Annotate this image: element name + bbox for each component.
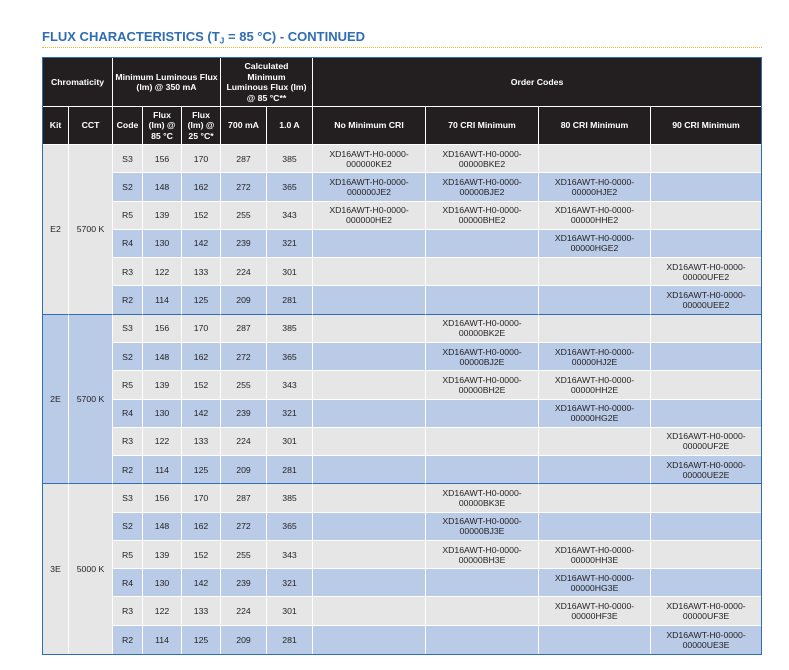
flux-1a-cell: 385 xyxy=(267,484,313,512)
header-chromaticity: Chromaticity xyxy=(43,58,113,107)
dotted-divider xyxy=(42,47,762,48)
flux-25c-cell: 142 xyxy=(182,230,221,258)
order-code-70-cri-cell xyxy=(426,230,539,258)
flux-25c-cell: 170 xyxy=(182,484,221,512)
order-code-90-cri-cell: XD16AWT-H0-0000- 00000UF3E xyxy=(651,597,761,625)
order-code-90-cri-cell xyxy=(651,202,761,230)
order-code-70-cri-cell: XD16AWT-H0-0000- 00000BJE2 xyxy=(426,173,539,201)
order-code-no-min-cri-cell xyxy=(313,513,426,541)
bin-code-cell: R2 xyxy=(113,456,143,484)
order-code-no-min-cri-cell xyxy=(313,626,426,654)
order-code-70-cri-cell: XD16AWT-H0-0000- 00000BJ3E xyxy=(426,513,539,541)
order-code-80-cri-cell: XD16AWT-H0-0000- 00000HJ2E xyxy=(539,343,651,371)
order-code-80-cri-cell xyxy=(539,484,651,512)
kit-cell: 3E xyxy=(43,484,69,654)
order-code-70-cri-cell: XD16AWT-H0-0000- 00000BH2E xyxy=(426,371,539,399)
order-code-70-cri-cell: XD16AWT-H0-0000- 00000BKE2 xyxy=(426,145,539,173)
header-calculated-flux: Calculated Minimum Luminous Flux (lm) @ 85 °C** xyxy=(221,58,313,107)
order-code-80-cri-cell: XD16AWT-H0-0000- 00000HG2E xyxy=(539,400,651,428)
flux-700ma-cell: 255 xyxy=(221,202,267,230)
flux-700ma-cell: 239 xyxy=(221,569,267,597)
order-code-no-min-cri-cell xyxy=(313,400,426,428)
order-code-90-cri-cell: XD16AWT-H0-0000- 00000UFE2 xyxy=(651,258,761,286)
flux-25c-cell: 142 xyxy=(182,569,221,597)
cct-cell: 5700 K xyxy=(69,145,113,315)
bin-code-cell: R5 xyxy=(113,202,143,230)
order-code-80-cri-cell xyxy=(539,315,651,343)
flux-1a-cell: 321 xyxy=(267,569,313,597)
flux-1a-cell: 365 xyxy=(267,173,313,201)
col-header-kit: Kit xyxy=(43,107,69,145)
order-code-70-cri-cell: XD16AWT-H0-0000- 00000BHE2 xyxy=(426,202,539,230)
order-code-no-min-cri-cell xyxy=(313,258,426,286)
order-code-70-cri-cell: XD16AWT-H0-0000- 00000BH3E xyxy=(426,541,539,569)
bin-code-cell: R3 xyxy=(113,428,143,456)
flux-700ma-cell: 209 xyxy=(221,286,267,314)
col-header-code: Code xyxy=(113,107,143,145)
col-header-flux-25c: Flux (lm) @ 25 °C* xyxy=(182,107,221,145)
bin-code-cell: S3 xyxy=(113,145,143,173)
flux-1a-cell: 281 xyxy=(267,626,313,654)
order-code-80-cri-cell: XD16AWT-H0-0000- 00000HH2E xyxy=(539,371,651,399)
order-code-80-cri-cell: XD16AWT-H0-0000- 00000HF3E xyxy=(539,597,651,625)
section-title-text: FLUX CHARACTERISTICS (T xyxy=(42,29,220,44)
flux-25c-cell: 152 xyxy=(182,371,221,399)
order-code-80-cri-cell: XD16AWT-H0-0000- 00000HHE2 xyxy=(539,202,651,230)
order-code-no-min-cri-cell xyxy=(313,484,426,512)
order-code-no-min-cri-cell xyxy=(313,343,426,371)
order-code-90-cri-cell xyxy=(651,343,761,371)
col-header-80-cri: 80 CRI Minimum xyxy=(539,107,651,145)
order-code-no-min-cri-cell xyxy=(313,428,426,456)
flux-25c-cell: 170 xyxy=(182,145,221,173)
flux-85c-cell: 148 xyxy=(143,173,182,201)
order-code-70-cri-cell xyxy=(426,286,539,314)
flux-1a-cell: 281 xyxy=(267,286,313,314)
flux-1a-cell: 365 xyxy=(267,343,313,371)
col-header-no-min-cri: No Minimum CRI xyxy=(313,107,426,145)
bin-code-cell: R3 xyxy=(113,597,143,625)
bin-code-cell: R4 xyxy=(113,230,143,258)
flux-1a-cell: 365 xyxy=(267,513,313,541)
bin-code-cell: S3 xyxy=(113,484,143,512)
order-code-70-cri-cell xyxy=(426,400,539,428)
flux-85c-cell: 139 xyxy=(143,202,182,230)
order-code-90-cri-cell xyxy=(651,230,761,258)
bin-code-cell: R4 xyxy=(113,400,143,428)
flux-700ma-cell: 224 xyxy=(221,258,267,286)
header-order-codes: Order Codes xyxy=(313,58,761,107)
flux-85c-cell: 130 xyxy=(143,400,182,428)
flux-1a-cell: 281 xyxy=(267,456,313,484)
order-code-80-cri-cell xyxy=(539,145,651,173)
flux-700ma-cell: 287 xyxy=(221,145,267,173)
flux-700ma-cell: 209 xyxy=(221,456,267,484)
flux-700ma-cell: 287 xyxy=(221,484,267,512)
order-code-90-cri-cell xyxy=(651,569,761,597)
flux-1a-cell: 301 xyxy=(267,597,313,625)
flux-85c-cell: 148 xyxy=(143,343,182,371)
order-code-90-cri-cell: XD16AWT-H0-0000- 00000UEE2 xyxy=(651,286,761,314)
col-header-70-cri: 70 CRI Minimum xyxy=(426,107,539,145)
flux-85c-cell: 114 xyxy=(143,286,182,314)
flux-700ma-cell: 239 xyxy=(221,400,267,428)
order-code-90-cri-cell xyxy=(651,371,761,399)
flux-1a-cell: 301 xyxy=(267,258,313,286)
section-title-suffix: = 85 °C) - CONTINUED xyxy=(224,29,366,44)
order-code-70-cri-cell xyxy=(426,597,539,625)
order-code-90-cri-cell xyxy=(651,541,761,569)
order-code-90-cri-cell xyxy=(651,145,761,173)
bin-code-cell: R5 xyxy=(113,371,143,399)
order-code-no-min-cri-cell xyxy=(313,315,426,343)
kit-cell: E2 xyxy=(43,145,69,315)
flux-25c-cell: 133 xyxy=(182,258,221,286)
flux-1a-cell: 301 xyxy=(267,428,313,456)
order-code-no-min-cri-cell xyxy=(313,541,426,569)
flux-25c-cell: 162 xyxy=(182,513,221,541)
order-code-no-min-cri-cell: XD16AWT-H0-0000- 000000KE2 xyxy=(313,145,426,173)
order-code-90-cri-cell xyxy=(651,484,761,512)
bin-code-cell: S2 xyxy=(113,343,143,371)
order-code-90-cri-cell: XD16AWT-H0-0000- 00000UF2E xyxy=(651,428,761,456)
flux-1a-cell: 385 xyxy=(267,145,313,173)
kit-cell: 2E xyxy=(43,315,69,485)
section-title xyxy=(42,29,365,45)
col-header-700ma: 700 mA xyxy=(221,107,267,145)
flux-1a-cell: 343 xyxy=(267,541,313,569)
order-code-70-cri-cell xyxy=(426,569,539,597)
order-code-80-cri-cell xyxy=(539,428,651,456)
flux-85c-cell: 114 xyxy=(143,456,182,484)
flux-25c-cell: 170 xyxy=(182,315,221,343)
order-code-80-cri-cell: XD16AWT-H0-0000- 00000HGE2 xyxy=(539,230,651,258)
bin-code-cell: S3 xyxy=(113,315,143,343)
flux-25c-cell: 133 xyxy=(182,428,221,456)
flux-85c-cell: 139 xyxy=(143,541,182,569)
flux-25c-cell: 152 xyxy=(182,541,221,569)
col-header-flux-85c: Flux (lm) @ 85 °C xyxy=(143,107,182,145)
flux-85c-cell: 130 xyxy=(143,230,182,258)
order-code-80-cri-cell xyxy=(539,258,651,286)
flux-85c-cell: 139 xyxy=(143,371,182,399)
flux-85c-cell: 148 xyxy=(143,513,182,541)
col-header-1a: 1.0 A xyxy=(267,107,313,145)
flux-85c-cell: 114 xyxy=(143,626,182,654)
order-code-80-cri-cell xyxy=(539,456,651,484)
flux-85c-cell: 122 xyxy=(143,597,182,625)
order-code-no-min-cri-cell xyxy=(313,286,426,314)
flux-1a-cell: 321 xyxy=(267,230,313,258)
order-code-no-min-cri-cell xyxy=(313,569,426,597)
flux-1a-cell: 343 xyxy=(267,371,313,399)
flux-700ma-cell: 255 xyxy=(221,541,267,569)
order-code-70-cri-cell xyxy=(426,456,539,484)
flux-700ma-cell: 272 xyxy=(221,343,267,371)
order-code-no-min-cri-cell: XD16AWT-H0-0000- 000000JE2 xyxy=(313,173,426,201)
flux-85c-cell: 122 xyxy=(143,428,182,456)
flux-700ma-cell: 272 xyxy=(221,173,267,201)
flux-85c-cell: 122 xyxy=(143,258,182,286)
bin-code-cell: R4 xyxy=(113,569,143,597)
order-code-90-cri-cell: XD16AWT-H0-0000- 00000UE3E xyxy=(651,626,761,654)
col-header-90-cri: 90 CRI Minimum xyxy=(651,107,761,145)
order-code-no-min-cri-cell xyxy=(313,597,426,625)
flux-700ma-cell: 224 xyxy=(221,597,267,625)
order-code-70-cri-cell: XD16AWT-H0-0000- 00000BK2E xyxy=(426,315,539,343)
flux-25c-cell: 162 xyxy=(182,343,221,371)
flux-25c-cell: 152 xyxy=(182,202,221,230)
cct-cell: 5700 K xyxy=(69,315,113,485)
order-code-70-cri-cell xyxy=(426,258,539,286)
flux-1a-cell: 385 xyxy=(267,315,313,343)
order-code-80-cri-cell: XD16AWT-H0-0000- 00000HG3E xyxy=(539,569,651,597)
flux-700ma-cell: 272 xyxy=(221,513,267,541)
flux-700ma-cell: 224 xyxy=(221,428,267,456)
flux-1a-cell: 321 xyxy=(267,400,313,428)
flux-characteristics-table xyxy=(42,57,762,655)
order-code-80-cri-cell xyxy=(539,626,651,654)
bin-code-cell: R5 xyxy=(113,541,143,569)
order-code-90-cri-cell xyxy=(651,173,761,201)
order-code-no-min-cri-cell: XD16AWT-H0-0000- 000000HE2 xyxy=(313,202,426,230)
flux-700ma-cell: 255 xyxy=(221,371,267,399)
order-code-no-min-cri-cell xyxy=(313,371,426,399)
flux-85c-cell: 130 xyxy=(143,569,182,597)
flux-25c-cell: 142 xyxy=(182,400,221,428)
flux-25c-cell: 133 xyxy=(182,597,221,625)
flux-85c-cell: 156 xyxy=(143,315,182,343)
flux-700ma-cell: 287 xyxy=(221,315,267,343)
col-header-cct: CCT xyxy=(69,107,113,145)
flux-700ma-cell: 209 xyxy=(221,626,267,654)
flux-1a-cell: 343 xyxy=(267,202,313,230)
bin-code-cell: R2 xyxy=(113,626,143,654)
order-code-70-cri-cell xyxy=(426,626,539,654)
bin-code-cell: S2 xyxy=(113,173,143,201)
order-code-90-cri-cell xyxy=(651,513,761,541)
order-code-70-cri-cell xyxy=(426,428,539,456)
order-code-90-cri-cell xyxy=(651,315,761,343)
order-code-80-cri-cell xyxy=(539,513,651,541)
bin-code-cell: R2 xyxy=(113,286,143,314)
flux-25c-cell: 162 xyxy=(182,173,221,201)
order-code-no-min-cri-cell xyxy=(313,456,426,484)
header-min-luminous-flux: Minimum Luminous Flux (lm) @ 350 mA xyxy=(113,58,221,107)
order-code-80-cri-cell: XD16AWT-H0-0000- 00000HJE2 xyxy=(539,173,651,201)
order-code-no-min-cri-cell xyxy=(313,230,426,258)
flux-85c-cell: 156 xyxy=(143,484,182,512)
cct-cell: 5000 K xyxy=(69,484,113,654)
order-code-70-cri-cell: XD16AWT-H0-0000- 00000BJ2E xyxy=(426,343,539,371)
flux-25c-cell: 125 xyxy=(182,286,221,314)
bin-code-cell: S2 xyxy=(113,513,143,541)
flux-85c-cell: 156 xyxy=(143,145,182,173)
flux-700ma-cell: 239 xyxy=(221,230,267,258)
bin-code-cell: R3 xyxy=(113,258,143,286)
order-code-90-cri-cell: XD16AWT-H0-0000- 00000UE2E xyxy=(651,456,761,484)
order-code-70-cri-cell: XD16AWT-H0-0000- 00000BK3E xyxy=(426,484,539,512)
order-code-80-cri-cell xyxy=(539,286,651,314)
order-code-90-cri-cell xyxy=(651,400,761,428)
section-title-subscript: J xyxy=(219,35,225,46)
order-code-80-cri-cell: XD16AWT-H0-0000- 00000HH3E xyxy=(539,541,651,569)
flux-25c-cell: 125 xyxy=(182,626,221,654)
flux-25c-cell: 125 xyxy=(182,456,221,484)
